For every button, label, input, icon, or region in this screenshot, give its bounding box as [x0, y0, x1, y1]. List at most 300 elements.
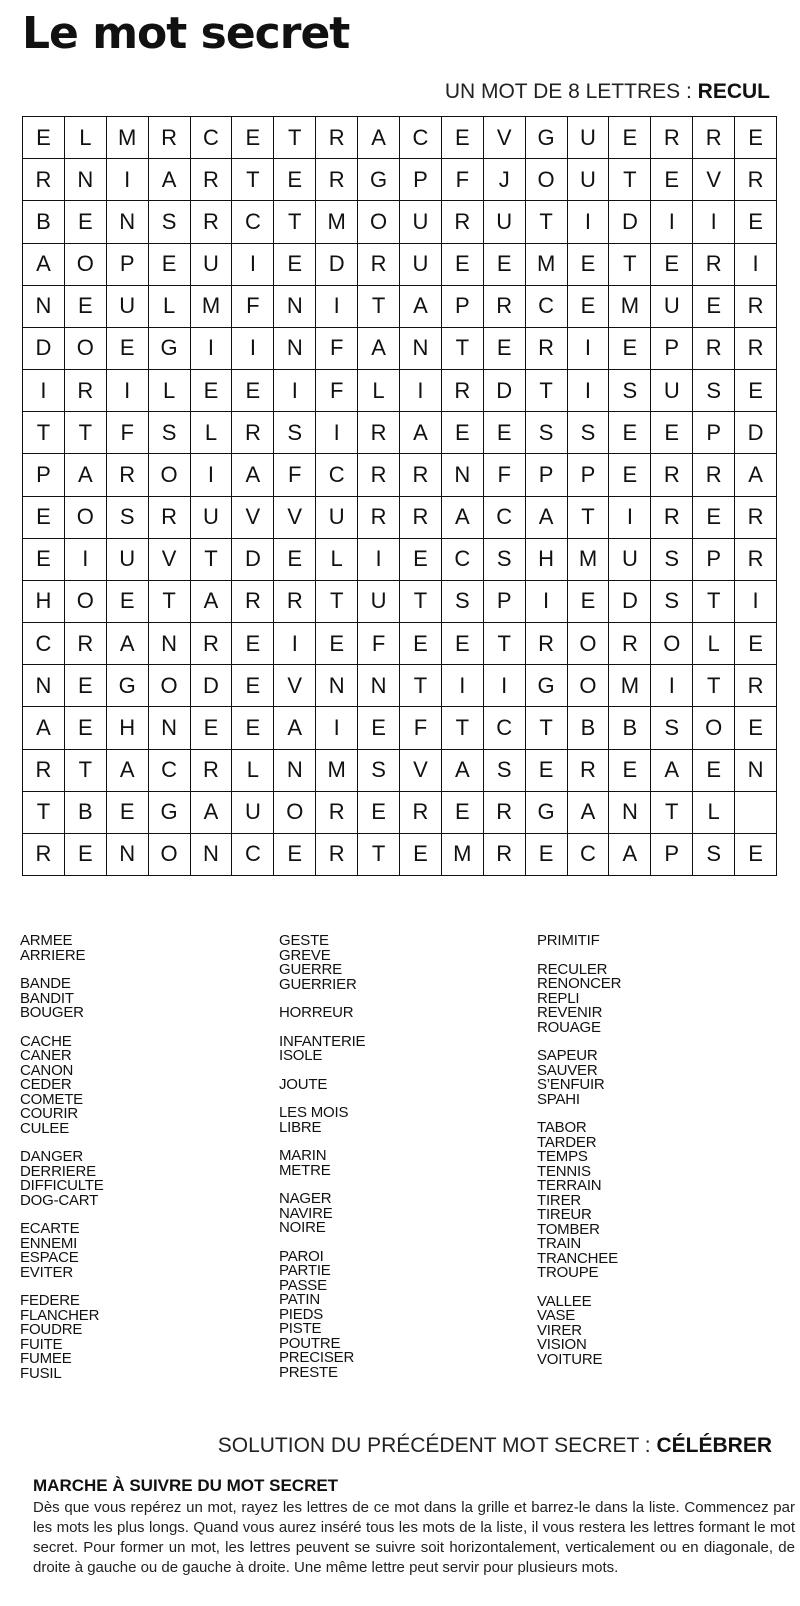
grid-cell[interactable]: T — [526, 370, 568, 412]
grid-cell[interactable]: G — [526, 792, 568, 834]
grid-cell[interactable]: N — [149, 707, 191, 749]
grid-cell[interactable]: T — [191, 539, 233, 581]
grid-cell[interactable]: T — [442, 328, 484, 370]
grid-cell[interactable]: U — [107, 286, 149, 328]
word-item[interactable]: TARDER — [537, 1133, 597, 1151]
grid-cell[interactable]: P — [568, 454, 610, 496]
grid-cell[interactable]: D — [191, 665, 233, 707]
word-item[interactable]: SPAHI — [537, 1090, 580, 1108]
grid-cell[interactable]: R — [191, 623, 233, 665]
grid-cell[interactable]: N — [149, 623, 191, 665]
grid-cell[interactable]: R — [526, 328, 568, 370]
word-item[interactable]: PARTIE — [279, 1262, 331, 1279]
grid-cell[interactable]: E — [107, 792, 149, 834]
grid-cell[interactable]: E — [484, 328, 526, 370]
grid-cell[interactable]: N — [609, 792, 651, 834]
grid-cell[interactable]: A — [65, 454, 107, 496]
grid-cell[interactable]: E — [442, 792, 484, 834]
grid-cell[interactable]: E — [526, 834, 568, 876]
word-item[interactable]: FOUDRE — [20, 1321, 83, 1338]
grid-cell[interactable]: S — [442, 581, 484, 623]
grid-cell[interactable]: R — [191, 201, 233, 243]
grid-cell[interactable]: N — [65, 159, 107, 201]
grid-cell[interactable]: S — [651, 539, 693, 581]
grid-cell[interactable]: O — [149, 834, 191, 876]
grid-cell[interactable]: U — [191, 497, 233, 539]
grid-cell[interactable]: E — [232, 117, 274, 159]
grid-cell[interactable]: A — [107, 623, 149, 665]
grid-cell[interactable]: I — [526, 581, 568, 623]
grid-cell[interactable]: L — [693, 792, 735, 834]
grid-cell[interactable]: R — [735, 539, 777, 581]
word-item[interactable]: FLANCHER — [20, 1306, 100, 1324]
grid-cell[interactable]: R — [442, 201, 484, 243]
grid-cell[interactable]: E — [107, 581, 149, 623]
grid-cell[interactable]: I — [316, 707, 358, 749]
grid-cell[interactable]: D — [484, 370, 526, 412]
grid-cell[interactable]: I — [735, 581, 777, 623]
grid-cell[interactable]: O — [568, 665, 610, 707]
grid-cell[interactable]: T — [609, 159, 651, 201]
grid-cell[interactable]: R — [693, 117, 735, 159]
grid-cell[interactable]: N — [274, 750, 316, 792]
grid-cell[interactable]: T — [526, 707, 568, 749]
grid-cell[interactable]: D — [609, 581, 651, 623]
word-item[interactable]: MARIN — [279, 1147, 327, 1164]
grid-cell[interactable]: I — [107, 159, 149, 201]
grid-cell[interactable]: I — [232, 328, 274, 370]
grid-cell[interactable]: T — [400, 581, 442, 623]
grid-cell[interactable]: P — [693, 412, 735, 454]
grid-cell[interactable]: R — [651, 497, 693, 539]
grid-cell[interactable]: S — [609, 370, 651, 412]
grid-cell[interactable]: V — [149, 539, 191, 581]
grid-cell[interactable]: L — [65, 117, 107, 159]
grid-cell[interactable]: R — [484, 834, 526, 876]
word-item[interactable]: TABOR — [537, 1119, 587, 1136]
grid-cell[interactable]: U — [609, 539, 651, 581]
grid-cell[interactable]: R — [191, 159, 233, 201]
grid-cell[interactable]: A — [232, 454, 274, 496]
grid-cell[interactable]: R — [442, 370, 484, 412]
grid-cell[interactable]: M — [568, 539, 610, 581]
grid-cell[interactable]: T — [23, 792, 65, 834]
grid-cell[interactable]: I — [316, 412, 358, 454]
grid-cell[interactable]: F — [400, 707, 442, 749]
grid-cell[interactable]: S — [568, 412, 610, 454]
word-item[interactable]: VISION — [537, 1336, 587, 1353]
grid-cell[interactable]: E — [65, 201, 107, 243]
grid-cell[interactable]: E — [65, 286, 107, 328]
grid-cell[interactable]: R — [23, 159, 65, 201]
grid-cell[interactable]: R — [735, 328, 777, 370]
word-item[interactable]: ESPACE — [20, 1249, 79, 1266]
grid-cell[interactable] — [735, 792, 777, 834]
grid-cell[interactable]: N — [442, 454, 484, 496]
grid-cell[interactable]: O — [526, 159, 568, 201]
grid-cell[interactable]: T — [274, 117, 316, 159]
grid-cell[interactable]: J — [484, 159, 526, 201]
grid-cell[interactable]: G — [149, 328, 191, 370]
grid-cell[interactable]: N — [107, 834, 149, 876]
grid-cell[interactable]: I — [23, 370, 65, 412]
grid-cell[interactable]: E — [442, 244, 484, 286]
grid-cell[interactable]: V — [232, 497, 274, 539]
word-item[interactable]: BANDIT — [20, 989, 74, 1007]
grid-cell[interactable]: E — [735, 623, 777, 665]
grid-cell[interactable]: S — [651, 707, 693, 749]
word-item[interactable]: PRECISER — [279, 1349, 355, 1366]
grid-cell[interactable]: M — [526, 244, 568, 286]
grid-cell[interactable]: E — [568, 286, 610, 328]
grid-cell[interactable]: L — [191, 412, 233, 454]
word-item[interactable]: LES MOIS — [279, 1104, 349, 1121]
word-item[interactable]: PIEDS — [279, 1305, 324, 1323]
grid-cell[interactable]: S — [149, 201, 191, 243]
word-item[interactable]: TROUPE — [537, 1264, 599, 1281]
grid-cell[interactable]: A — [274, 707, 316, 749]
grid-cell[interactable]: P — [107, 244, 149, 286]
grid-cell[interactable]: R — [484, 286, 526, 328]
word-item[interactable]: PISTE — [279, 1320, 322, 1337]
grid-cell[interactable]: E — [735, 707, 777, 749]
grid-cell[interactable]: N — [316, 665, 358, 707]
grid-cell[interactable]: U — [316, 497, 358, 539]
grid-cell[interactable]: C — [191, 117, 233, 159]
grid-cell[interactable]: E — [232, 370, 274, 412]
word-item[interactable]: HORREUR — [279, 1004, 354, 1021]
grid-cell[interactable]: U — [191, 244, 233, 286]
word-item[interactable]: NAGER — [279, 1190, 332, 1207]
grid-cell[interactable]: O — [149, 665, 191, 707]
word-item[interactable]: VALLEE — [537, 1292, 592, 1310]
grid-cell[interactable]: S — [149, 412, 191, 454]
word-item[interactable]: RECULER — [537, 960, 608, 978]
grid-cell[interactable]: E — [609, 454, 651, 496]
word-item[interactable]: TOMBER — [537, 1220, 600, 1238]
grid-cell[interactable]: D — [735, 412, 777, 454]
word-item[interactable]: DIFFICULTE — [20, 1177, 104, 1194]
word-item[interactable]: BANDE — [20, 975, 71, 992]
grid-cell[interactable]: I — [274, 623, 316, 665]
grid-cell[interactable]: P — [693, 539, 735, 581]
grid-cell[interactable]: R — [400, 497, 442, 539]
word-item[interactable]: TIREUR — [537, 1206, 592, 1223]
grid-cell[interactable]: C — [484, 707, 526, 749]
word-item[interactable]: S’ENFUIR — [537, 1076, 605, 1093]
grid-cell[interactable]: M — [191, 286, 233, 328]
grid-cell[interactable]: A — [358, 117, 400, 159]
grid-cell[interactable]: N — [191, 834, 233, 876]
grid-cell[interactable]: A — [107, 750, 149, 792]
grid-cell[interactable]: V — [274, 497, 316, 539]
grid-cell[interactable]: R — [651, 454, 693, 496]
grid-cell[interactable]: M — [316, 750, 358, 792]
grid-cell[interactable]: I — [274, 370, 316, 412]
grid-cell[interactable]: E — [442, 117, 484, 159]
grid-cell[interactable]: E — [23, 497, 65, 539]
grid-cell[interactable]: E — [274, 244, 316, 286]
grid-cell[interactable]: U — [484, 201, 526, 243]
word-item[interactable]: NAVIRE — [279, 1204, 333, 1222]
grid-cell[interactable]: T — [65, 412, 107, 454]
grid-cell[interactable]: B — [609, 707, 651, 749]
grid-cell[interactable]: N — [274, 328, 316, 370]
grid-cell[interactable]: V — [693, 159, 735, 201]
grid-cell[interactable]: V — [400, 750, 442, 792]
word-item[interactable]: TENNIS — [537, 1162, 591, 1180]
grid-cell[interactable]: F — [316, 370, 358, 412]
grid-cell[interactable]: C — [232, 201, 274, 243]
grid-cell[interactable]: R — [65, 370, 107, 412]
grid-cell[interactable]: M — [609, 665, 651, 707]
grid-cell[interactable]: P — [400, 159, 442, 201]
grid-cell[interactable]: T — [149, 581, 191, 623]
grid-cell[interactable]: N — [274, 286, 316, 328]
word-item[interactable]: RENONCER — [537, 975, 622, 992]
grid-cell[interactable]: B — [568, 707, 610, 749]
grid-cell[interactable]: T — [484, 623, 526, 665]
grid-cell[interactable]: A — [400, 412, 442, 454]
grid-cell[interactable]: E — [400, 623, 442, 665]
grid-cell[interactable]: A — [609, 834, 651, 876]
grid-cell[interactable]: A — [23, 244, 65, 286]
word-item[interactable]: GREVE — [279, 946, 331, 964]
grid-cell[interactable]: E — [65, 665, 107, 707]
grid-cell[interactable]: M — [107, 117, 149, 159]
word-item[interactable]: DERRIERE — [20, 1162, 96, 1180]
grid-cell[interactable]: E — [274, 159, 316, 201]
grid-cell[interactable]: R — [400, 792, 442, 834]
grid-cell[interactable]: A — [149, 159, 191, 201]
grid-cell[interactable]: T — [65, 750, 107, 792]
grid-cell[interactable]: B — [23, 201, 65, 243]
grid-cell[interactable]: M — [442, 834, 484, 876]
grid-cell[interactable]: N — [735, 750, 777, 792]
grid-cell[interactable]: D — [316, 244, 358, 286]
grid-cell[interactable]: V — [274, 665, 316, 707]
word-item[interactable]: VIRER — [537, 1321, 582, 1339]
grid-cell[interactable]: I — [107, 370, 149, 412]
grid-cell[interactable]: R — [651, 117, 693, 159]
grid-cell[interactable]: E — [651, 412, 693, 454]
grid-cell[interactable]: T — [274, 201, 316, 243]
word-item[interactable]: FUSIL — [20, 1364, 62, 1382]
grid-cell[interactable]: R — [609, 623, 651, 665]
grid-cell[interactable]: O — [651, 623, 693, 665]
grid-cell[interactable]: L — [149, 286, 191, 328]
grid-cell[interactable]: I — [65, 539, 107, 581]
letter-grid[interactable] — [22, 116, 777, 876]
word-item[interactable]: TRANCHEE — [537, 1249, 618, 1267]
grid-cell[interactable]: L — [232, 750, 274, 792]
grid-cell[interactable]: I — [609, 497, 651, 539]
grid-cell[interactable]: T — [316, 581, 358, 623]
grid-cell[interactable]: O — [149, 454, 191, 496]
grid-cell[interactable]: U — [568, 117, 610, 159]
grid-cell[interactable]: P — [651, 834, 693, 876]
grid-cell[interactable]: R — [316, 159, 358, 201]
grid-cell[interactable]: P — [23, 454, 65, 496]
grid-cell[interactable]: O — [568, 623, 610, 665]
grid-cell[interactable]: I — [232, 244, 274, 286]
grid-cell[interactable]: E — [693, 750, 735, 792]
grid-cell[interactable]: E — [651, 244, 693, 286]
grid-cell[interactable]: I — [442, 665, 484, 707]
grid-cell[interactable]: S — [484, 539, 526, 581]
grid-cell[interactable]: A — [568, 792, 610, 834]
grid-cell[interactable]: I — [735, 244, 777, 286]
grid-cell[interactable]: R — [23, 750, 65, 792]
grid-cell[interactable]: H — [107, 707, 149, 749]
word-item[interactable]: DANGER — [20, 1148, 83, 1165]
word-item[interactable]: GUERRE — [279, 961, 342, 978]
grid-cell[interactable]: T — [693, 581, 735, 623]
grid-cell[interactable]: R — [484, 792, 526, 834]
grid-cell[interactable]: I — [568, 201, 610, 243]
grid-cell[interactable]: T — [400, 665, 442, 707]
grid-cell[interactable]: E — [274, 539, 316, 581]
word-item[interactable]: POUTRE — [279, 1334, 341, 1352]
grid-cell[interactable]: T — [232, 159, 274, 201]
grid-cell[interactable]: A — [735, 454, 777, 496]
grid-cell[interactable]: R — [735, 665, 777, 707]
grid-cell[interactable]: S — [526, 412, 568, 454]
word-item[interactable]: CEDER — [20, 1076, 72, 1093]
word-item[interactable]: COURIR — [20, 1105, 78, 1122]
word-item[interactable]: NOIRE — [279, 1219, 326, 1236]
grid-cell[interactable]: E — [442, 412, 484, 454]
word-item[interactable]: ARMEE — [20, 932, 73, 949]
word-item[interactable]: CANON — [20, 1061, 74, 1079]
word-item[interactable]: INFANTERIE — [279, 1032, 366, 1050]
grid-cell[interactable]: F — [107, 412, 149, 454]
word-item[interactable]: PASSE — [279, 1276, 327, 1294]
grid-cell[interactable]: G — [358, 159, 400, 201]
grid-cell[interactable]: I — [191, 454, 233, 496]
word-item[interactable]: TIRER — [537, 1191, 582, 1209]
grid-cell[interactable]: R — [693, 244, 735, 286]
grid-cell[interactable]: A — [23, 707, 65, 749]
word-item[interactable]: VASE — [537, 1307, 576, 1324]
word-item[interactable]: REVENIR — [537, 1004, 603, 1021]
grid-cell[interactable]: E — [23, 117, 65, 159]
grid-cell[interactable]: I — [358, 539, 400, 581]
grid-cell[interactable]: L — [316, 539, 358, 581]
grid-cell[interactable]: R — [358, 497, 400, 539]
grid-cell[interactable]: R — [735, 159, 777, 201]
grid-cell[interactable]: H — [23, 581, 65, 623]
grid-cell[interactable]: E — [735, 117, 777, 159]
grid-cell[interactable]: B — [65, 792, 107, 834]
grid-cell[interactable]: F — [484, 454, 526, 496]
word-item[interactable]: TERRAIN — [537, 1177, 602, 1194]
word-item[interactable]: LIBRE — [279, 1118, 322, 1136]
word-item[interactable]: PRIMITIF — [537, 932, 600, 949]
word-item[interactable]: FUMEE — [20, 1350, 72, 1367]
grid-cell[interactable]: A — [442, 750, 484, 792]
grid-cell[interactable]: E — [735, 201, 777, 243]
grid-cell[interactable]: S — [484, 750, 526, 792]
grid-cell[interactable]: R — [358, 454, 400, 496]
grid-cell[interactable]: U — [651, 370, 693, 412]
grid-cell[interactable]: C — [23, 623, 65, 665]
word-item[interactable]: CULEE — [20, 1119, 70, 1137]
grid-cell[interactable]: L — [693, 623, 735, 665]
grid-cell[interactable]: R — [735, 286, 777, 328]
grid-cell[interactable]: R — [316, 117, 358, 159]
grid-cell[interactable]: E — [65, 707, 107, 749]
grid-cell[interactable]: R — [232, 581, 274, 623]
grid-cell[interactable]: R — [149, 117, 191, 159]
grid-cell[interactable]: O — [65, 581, 107, 623]
grid-cell[interactable]: E — [149, 244, 191, 286]
grid-cell[interactable]: F — [274, 454, 316, 496]
grid-cell[interactable]: G — [526, 665, 568, 707]
grid-cell[interactable]: N — [23, 286, 65, 328]
grid-cell[interactable]: C — [232, 834, 274, 876]
grid-cell[interactable]: I — [400, 370, 442, 412]
word-item[interactable]: SAUVER — [537, 1061, 598, 1079]
word-item[interactable]: EVITER — [20, 1263, 73, 1281]
grid-cell[interactable]: U — [400, 201, 442, 243]
grid-cell[interactable]: E — [191, 370, 233, 412]
grid-cell[interactable]: C — [568, 834, 610, 876]
grid-cell[interactable]: E — [526, 750, 568, 792]
word-item[interactable]: JOUTE — [279, 1075, 328, 1093]
grid-cell[interactable]: I — [568, 370, 610, 412]
grid-cell[interactable]: S — [693, 370, 735, 412]
word-item[interactable]: DOG-CART — [20, 1191, 99, 1209]
grid-cell[interactable]: R — [316, 834, 358, 876]
grid-cell[interactable]: T — [526, 201, 568, 243]
grid-cell[interactable]: F — [442, 159, 484, 201]
grid-cell[interactable]: E — [651, 159, 693, 201]
grid-cell[interactable]: L — [358, 370, 400, 412]
grid-cell[interactable]: N — [358, 665, 400, 707]
grid-cell[interactable]: D — [23, 328, 65, 370]
grid-cell[interactable]: E — [107, 328, 149, 370]
word-item[interactable]: SAPEUR — [537, 1047, 598, 1064]
grid-cell[interactable]: E — [400, 834, 442, 876]
grid-cell[interactable]: C — [316, 454, 358, 496]
grid-cell[interactable]: C — [526, 286, 568, 328]
word-item[interactable]: ROUAGE — [537, 1018, 601, 1036]
word-item[interactable]: FEDERE — [20, 1292, 80, 1309]
grid-cell[interactable]: C — [442, 539, 484, 581]
grid-cell[interactable]: E — [442, 623, 484, 665]
grid-cell[interactable]: R — [693, 328, 735, 370]
grid-cell[interactable]: T — [693, 665, 735, 707]
word-item[interactable]: VOITURE — [537, 1350, 603, 1368]
grid-cell[interactable]: E — [23, 539, 65, 581]
word-item[interactable]: REPLI — [537, 989, 580, 1007]
grid-cell[interactable]: E — [484, 412, 526, 454]
grid-cell[interactable]: S — [358, 750, 400, 792]
grid-cell[interactable]: S — [651, 581, 693, 623]
word-item[interactable]: CACHE — [20, 1032, 72, 1050]
grid-cell[interactable]: R — [358, 244, 400, 286]
word-item[interactable]: PRESTE — [279, 1363, 338, 1381]
grid-cell[interactable]: E — [274, 834, 316, 876]
grid-cell[interactable]: O — [65, 497, 107, 539]
grid-cell[interactable]: R — [65, 623, 107, 665]
grid-cell[interactable]: E — [693, 286, 735, 328]
grid-cell[interactable]: S — [274, 412, 316, 454]
grid-cell[interactable]: S — [107, 497, 149, 539]
grid-cell[interactable]: V — [484, 117, 526, 159]
grid-cell[interactable]: G — [149, 792, 191, 834]
